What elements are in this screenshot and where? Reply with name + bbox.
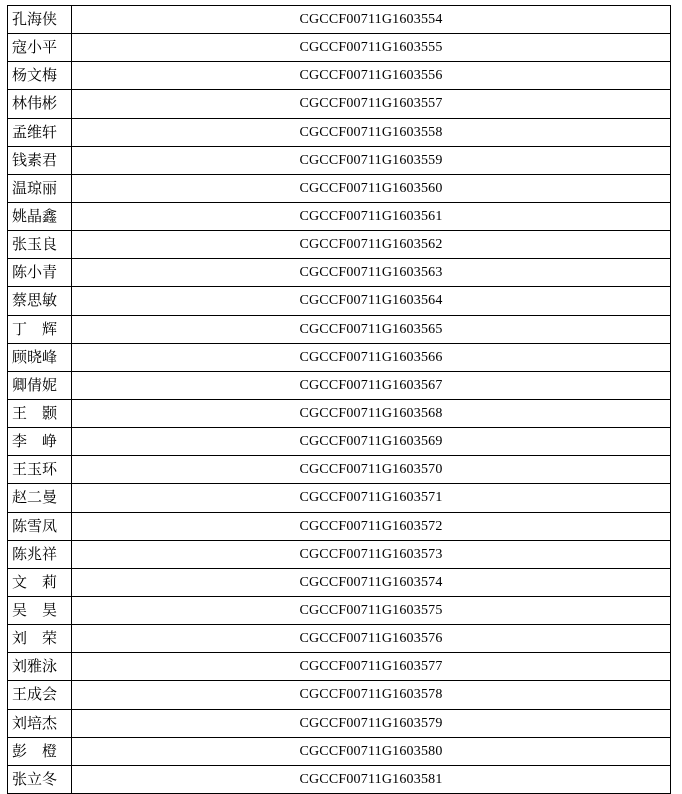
- person-name-cell: 陈雪凤: [8, 512, 72, 540]
- person-name-cell: 刘 荣: [8, 625, 72, 653]
- certificate-code-cell: CGCCF00711G1603559: [72, 146, 671, 174]
- table-row: [8, 259, 671, 287]
- person-name-cell: 张立冬: [8, 765, 72, 793]
- certificate-code-cell: CGCCF00711G1603577: [72, 653, 671, 681]
- table-row: [8, 174, 671, 202]
- table-row: [8, 625, 671, 653]
- table-row: [8, 90, 671, 118]
- certificate-list-sheet: [7, 5, 671, 794]
- certificate-code-cell: CGCCF00711G1603575: [72, 596, 671, 624]
- person-name-cell: 张玉良: [8, 231, 72, 259]
- person-name-cell: 杨文梅: [8, 62, 72, 90]
- person-name-cell: 文 莉: [8, 568, 72, 596]
- certificate-table: [7, 5, 671, 794]
- person-name-cell: 温琼丽: [8, 174, 72, 202]
- certificate-code-cell: CGCCF00711G1603560: [72, 174, 671, 202]
- table-row: [8, 343, 671, 371]
- certificate-code-cell: CGCCF00711G1603572: [72, 512, 671, 540]
- person-name-cell: 寇小平: [8, 34, 72, 62]
- table-row: [8, 34, 671, 62]
- person-name-cell: 彭 橙: [8, 737, 72, 765]
- certificate-code-cell: CGCCF00711G1603558: [72, 118, 671, 146]
- table-row: [8, 202, 671, 230]
- person-name-cell: 卿倩妮: [8, 371, 72, 399]
- person-name-cell: 赵二曼: [8, 484, 72, 512]
- table-row: [8, 456, 671, 484]
- person-name-cell: 刘雅泳: [8, 653, 72, 681]
- table-row: [8, 231, 671, 259]
- table-row: [8, 512, 671, 540]
- person-name-cell: 丁 辉: [8, 315, 72, 343]
- person-name-cell: 王成会: [8, 681, 72, 709]
- certificate-code-cell: CGCCF00711G1603554: [72, 6, 671, 34]
- certificate-code-cell: CGCCF00711G1603567: [72, 371, 671, 399]
- person-name-cell: 李 峥: [8, 428, 72, 456]
- table-row: [8, 428, 671, 456]
- certificate-code-cell: CGCCF00711G1603565: [72, 315, 671, 343]
- certificate-code-cell: CGCCF00711G1603556: [72, 62, 671, 90]
- certificate-code-cell: CGCCF00711G1603562: [72, 231, 671, 259]
- certificate-code-cell: CGCCF00711G1603557: [72, 90, 671, 118]
- person-name-cell: 林伟彬: [8, 90, 72, 118]
- person-name-cell: 钱素君: [8, 146, 72, 174]
- table-row: [8, 681, 671, 709]
- certificate-code-cell: CGCCF00711G1603566: [72, 343, 671, 371]
- table-row: [8, 146, 671, 174]
- table-row: [8, 737, 671, 765]
- certificate-code-cell: CGCCF00711G1603563: [72, 259, 671, 287]
- person-name-cell: 顾晓峰: [8, 343, 72, 371]
- certificate-code-cell: CGCCF00711G1603581: [72, 765, 671, 793]
- person-name-cell: 刘培杰: [8, 709, 72, 737]
- table-row: [8, 765, 671, 793]
- person-name-cell: 陈小青: [8, 259, 72, 287]
- person-name-cell: 王玉环: [8, 456, 72, 484]
- certificate-code-cell: CGCCF00711G1603561: [72, 202, 671, 230]
- table-row: [8, 6, 671, 34]
- certificate-code-cell: CGCCF00711G1603573: [72, 540, 671, 568]
- certificate-code-cell: CGCCF00711G1603570: [72, 456, 671, 484]
- table-row: [8, 315, 671, 343]
- table-row: [8, 62, 671, 90]
- table-row: [8, 540, 671, 568]
- table-row: [8, 568, 671, 596]
- certificate-code-cell: CGCCF00711G1603555: [72, 34, 671, 62]
- certificate-code-cell: CGCCF00711G1603569: [72, 428, 671, 456]
- certificate-code-cell: CGCCF00711G1603579: [72, 709, 671, 737]
- certificate-table-body: [8, 6, 671, 794]
- person-name-cell: 吴 昊: [8, 596, 72, 624]
- certificate-code-cell: CGCCF00711G1603571: [72, 484, 671, 512]
- certificate-code-cell: CGCCF00711G1603574: [72, 568, 671, 596]
- certificate-code-cell: CGCCF00711G1603564: [72, 287, 671, 315]
- table-row: [8, 709, 671, 737]
- certificate-code-cell: CGCCF00711G1603578: [72, 681, 671, 709]
- certificate-code-cell: CGCCF00711G1603580: [72, 737, 671, 765]
- table-row: [8, 484, 671, 512]
- certificate-code-cell: CGCCF00711G1603568: [72, 399, 671, 427]
- certificate-code-cell: CGCCF00711G1603576: [72, 625, 671, 653]
- table-row: [8, 371, 671, 399]
- person-name-cell: 陈兆祥: [8, 540, 72, 568]
- table-row: [8, 399, 671, 427]
- table-row: [8, 118, 671, 146]
- person-name-cell: 孟维轩: [8, 118, 72, 146]
- person-name-cell: 王 颢: [8, 399, 72, 427]
- person-name-cell: 蔡思敏: [8, 287, 72, 315]
- table-row: [8, 287, 671, 315]
- person-name-cell: 孔海侠: [8, 6, 72, 34]
- table-row: [8, 596, 671, 624]
- person-name-cell: 姚晶鑫: [8, 202, 72, 230]
- table-row: [8, 653, 671, 681]
